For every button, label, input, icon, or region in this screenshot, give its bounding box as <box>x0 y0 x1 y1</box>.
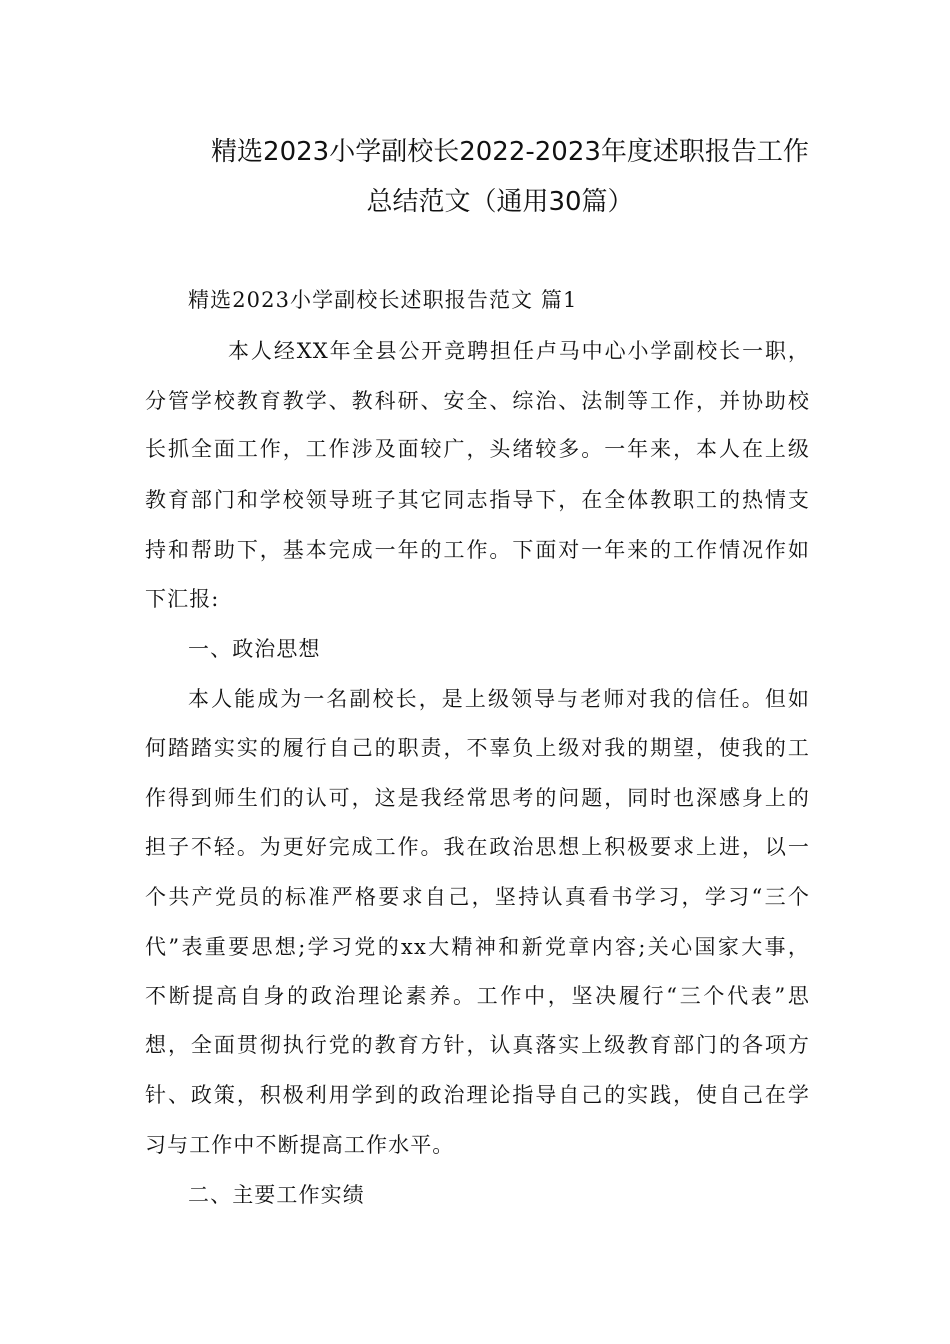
paragraph-2-line: 本人能成为一名副校长，是上级领导与老师对我的信任。但如 <box>188 687 810 711</box>
section-heading-2: 二、主要工作实绩 <box>188 1183 365 1207</box>
paragraph-1-line: 教育部门和学校领导班子其它同志指导下，在全体教职工的热情支 <box>145 488 810 512</box>
section-subtitle: 精选2023小学副校长述职报告范文 篇1 <box>188 288 578 312</box>
paragraph-2-line: 何踏踏实实的履行自己的职责，不辜负上级对我的期望，使我的工 <box>145 736 810 760</box>
paragraph-2-line: 个共产党员的标准严格要求自己，坚持认真看书学习，学习“三个 <box>145 885 810 909</box>
paragraph-1-line: 长抓全面工作，工作涉及面较广，头绪较多。一年来，本人在上级 <box>145 437 810 461</box>
paragraph-2-line: 想，全面贯彻执行党的教育方针，认真落实上级教育部门的各项方 <box>145 1033 810 1057</box>
paragraph-1-line: 本人经XX年全县公开竞聘担任卢马中心小学副校长一职， <box>228 339 810 363</box>
document-title-line-1: 精选2023小学副校长2022-2023年度述职报告工作 <box>211 137 809 167</box>
paragraph-1-line: 分管学校教育教学、教科研、安全、综治、法制等工作，并协助校 <box>145 389 810 413</box>
section-heading-1: 一、政治思想 <box>188 637 321 661</box>
paragraph-2-line: 针、政策，积极利用学到的政治理论指导自己的实践，使自己在学 <box>145 1083 810 1107</box>
paragraph-2-line: 习与工作中不断提高工作水平。 <box>145 1133 455 1157</box>
document-title-line-2: 总结范文（通用30篇） <box>366 187 634 217</box>
paragraph-2-line: 作得到师生们的认可，这是我经常思考的问题，同时也深感身上的 <box>145 786 810 810</box>
paragraph-2-line: 不断提高自身的政治理论素养。工作中，坚决履行“三个代表”思 <box>145 984 810 1008</box>
paragraph-2-line: 代”表重要思想;学习党的xx大精神和新党章内容;关心国家大事， <box>145 935 810 959</box>
paragraph-2-line: 担子不轻。为更好完成工作。我在政治思想上积极要求上进，以一 <box>145 835 810 859</box>
paragraph-1-line: 下汇报: <box>145 587 220 611</box>
paragraph-1-line: 持和帮助下，基本完成一年的工作。下面对一年来的工作情况作如 <box>145 538 810 562</box>
